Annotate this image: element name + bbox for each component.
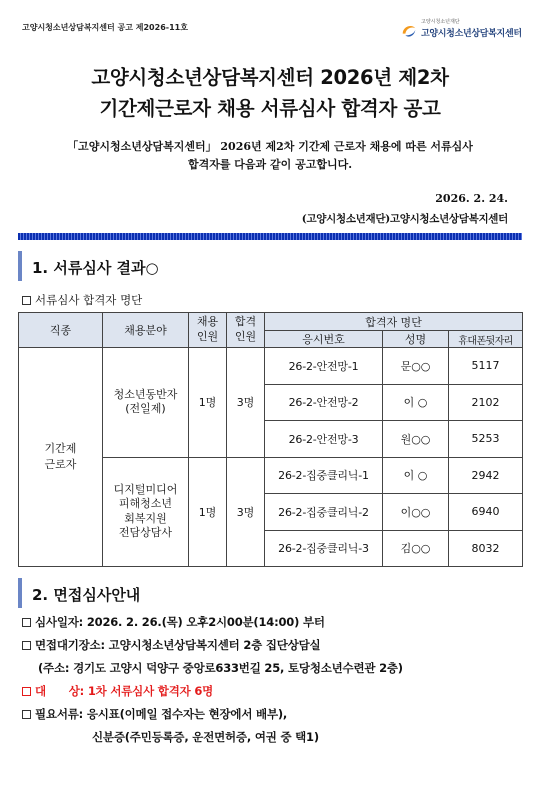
section-1-title: 1. 서류심사 결과○ — [32, 259, 159, 277]
top-bar — [0, 0, 540, 50]
field-cell-youth-companion — [103, 348, 189, 458]
interview-date-item — [22, 614, 325, 630]
field-line: 회복지원 — [124, 511, 167, 525]
checkbox-square-icon — [22, 618, 31, 627]
required-docs-continued: 신분증(주민등록증, 운전면허증, 여권 중 택1) — [92, 730, 319, 744]
section-2-title: 2. 면접심사안내 — [32, 586, 141, 604]
header-name: 성명 — [383, 331, 449, 348]
phone-cell: 6940 — [449, 494, 523, 531]
intro-line-2: 합격자를 다음과 같이 공고합니다. — [187, 158, 353, 171]
header-hire-l1: 채용 — [196, 315, 219, 329]
waiting-place-text: 면접대기장소: 고양시청소년상담복지센터 2층 집단상담실 — [35, 638, 321, 652]
section-2-heading — [18, 578, 218, 608]
header-app-number: 응시번호 — [265, 331, 383, 348]
required-docs-item — [22, 706, 287, 722]
header-pass-count — [227, 313, 265, 348]
intro-line-1: 「고양시청소년상담복지센터」 2026년 제2차 기간제 근로자 채용에 따른 서류심사 — [67, 140, 473, 153]
results-table — [18, 312, 523, 567]
app-number-cell: 26-2-안전망-1 — [265, 348, 383, 385]
target-text: 대 상: 1차 서류심사 합격자 6명 — [35, 684, 214, 698]
pass-count-cell: 3명 — [227, 348, 265, 458]
logo-foundation-name: 고양시청소년재단 — [421, 19, 460, 25]
name-cell: 이 ○ — [383, 384, 449, 421]
field-line: 피해청소년 — [118, 497, 173, 511]
section-marker-bar — [18, 578, 22, 608]
center-logo[interactable] — [400, 15, 525, 45]
logo-swirl-icon — [400, 21, 418, 39]
hire-count-cell: 1명 — [189, 348, 227, 458]
issuing-organization: (고양시청소년재단)고양시청소년상담복지센터 — [301, 213, 508, 225]
waiting-place-item — [22, 637, 320, 653]
header-hire-l2: 인원 — [196, 330, 219, 343]
header-job: 직종 — [19, 313, 103, 348]
divider-rule — [18, 233, 522, 240]
field-line: 전담상담사 — [118, 526, 173, 540]
field-line: 디지털미디어 — [113, 483, 178, 497]
phone-cell: 5117 — [449, 348, 523, 385]
checkbox-square-icon — [22, 710, 31, 719]
phone-cell: 2942 — [449, 457, 523, 494]
page-title-line-2: 기간제근로자 채용 서류심사 합격자 공고 — [99, 97, 441, 120]
pass-count-cell: 3명 — [227, 457, 265, 567]
logo-center-name: 고양시청소년상담복지센터 — [421, 29, 522, 39]
interview-date-text: 심사일자: 2026. 2. 26.(목) 오후2시00분(14:00) 부터 — [35, 615, 325, 629]
job-type-l2: 근로자 — [44, 458, 77, 471]
table-row — [19, 348, 523, 385]
app-number-cell: 26-2-안전망-3 — [265, 421, 383, 458]
announcement-date: 2026. 2. 24. — [435, 192, 508, 205]
checkbox-square-icon — [22, 687, 31, 696]
header-pass-l1: 합격 — [234, 315, 257, 329]
results-subheading — [22, 292, 142, 308]
name-cell: 이 ○ — [383, 457, 449, 494]
app-number-cell: 26-2-집중클리닉-2 — [265, 494, 383, 531]
field-line: 청소년동반자 — [113, 387, 178, 401]
app-number-cell: 26-2-집중클리닉-1 — [265, 457, 383, 494]
header-hire-count — [189, 313, 227, 348]
checkbox-square-icon — [22, 641, 31, 650]
address-text: (주소: 경기도 고양시 덕양구 중앙로633번길 25, 토당청소년수련관 2층) — [38, 661, 403, 675]
section-marker-bar — [18, 251, 22, 281]
phone-cell: 5253 — [449, 421, 523, 458]
header-field: 채용분야 — [103, 313, 189, 348]
field-line: (전일제) — [125, 402, 166, 416]
section-1-heading — [18, 251, 218, 281]
job-type-cell — [19, 348, 103, 567]
results-subheading-text: 서류심사 합격자 명단 — [35, 293, 143, 307]
phone-cell: 2102 — [449, 384, 523, 421]
header-pass-l2: 인원 — [234, 330, 257, 343]
hire-count-cell: 1명 — [189, 457, 227, 567]
job-type-l1: 기간제 — [44, 441, 77, 455]
name-cell: 이○○ — [383, 494, 449, 531]
app-number-cell: 26-2-집중클리닉-3 — [265, 530, 383, 567]
document-number: 고양시청소년상담복지센터 공고 제2026-11호 — [22, 23, 188, 32]
target-item — [22, 683, 213, 699]
phone-cell: 8032 — [449, 530, 523, 567]
page-title-line-1: 고양시청소년상담복지센터 2026년 제2차 — [91, 66, 449, 89]
header-pass-list: 합격자 명단 — [265, 313, 523, 331]
name-cell: 문○○ — [383, 348, 449, 385]
app-number-cell: 26-2-안전망-2 — [265, 384, 383, 421]
header-phone: 휴대폰뒷자리 — [449, 331, 523, 348]
checkbox-square-icon — [22, 296, 31, 305]
name-cell: 원○○ — [383, 421, 449, 458]
field-cell-digital-media — [103, 457, 189, 567]
name-cell: 김○○ — [383, 530, 449, 567]
required-docs-text: 필요서류: 응시표(이메일 접수자는 현장에서 배부), — [35, 707, 288, 721]
